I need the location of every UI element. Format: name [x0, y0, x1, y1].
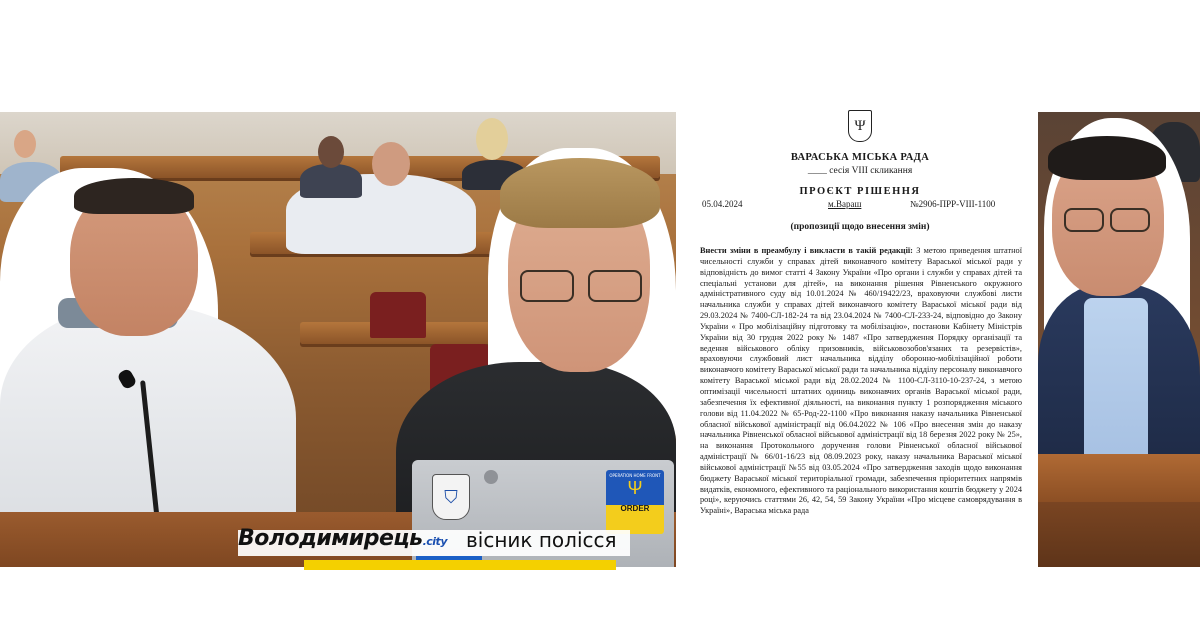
attendee-head	[14, 130, 36, 158]
session-line: ____ сесія VIII скликання	[807, 166, 913, 176]
official-glasses-left	[1064, 208, 1104, 232]
sticker-title: OPERATION HOME FRONT	[609, 473, 661, 478]
desk-front	[1038, 502, 1200, 567]
flag-bar-yellow	[304, 560, 616, 570]
document-number: №2906-ПРР-VIII-1100	[910, 199, 996, 209]
document-date: 05.04.2024	[702, 199, 743, 209]
laptop-logo-icon	[484, 470, 498, 484]
attendee	[300, 164, 362, 198]
official-photo	[1038, 112, 1200, 567]
document-city: м.Вараш	[828, 199, 862, 209]
document-body	[700, 246, 1022, 517]
council-name: ВАРАСЬКА МІСЬКА РАДА	[790, 152, 930, 163]
sticker-text: ORDER	[620, 504, 650, 513]
attendee-head	[372, 142, 410, 186]
official-shirt	[1084, 298, 1148, 468]
trident-emblem-icon: Ψ	[848, 110, 872, 142]
newspaper-name: вісник полісся	[466, 528, 617, 552]
city-brand-logo: Володимирець.city	[238, 526, 447, 551]
speaker-right-hair	[500, 158, 660, 228]
city-brand-suffix: city	[426, 535, 447, 548]
media-watermark	[238, 522, 630, 568]
document-title: ПРОЄКТ РІШЕННЯ	[799, 186, 921, 197]
document-body-text: З метою приведення штатної чисельності служби у справах дітей виконавчого комітету Вараської міської ради у відповідність до вимог статті 4 Закону України «Про органи і служби у справах дітей та спеціальні установи для дітей», на виконання рішення Рівненського окружного адміністративного суду від 10.01.2024 № 460/19422/23, враховуючи службові листи начальника служби у справах дітей виконавчого комітету Вараської міської ради від 29.03.2024 № 7400-СЛ-182-24 та від 23.04.2024 № 7400-СЛ-233-24, відповідно до Закону України « Про мобілізаційну підготовку та мобілізацію», постанови Кабінету Міністрів України від 30 грудня 2022 року № 1487 «Про затвердження Порядку організації та ведення військового обліку призовників, військовозобов'язаних та резервістів», враховуючи службовий лист начальника відділу оборонно-мобілізаційної роботи виконавчого комітету Вараської міської ради та начальника відділу персоналу виконавчого комітету Вараської міської ради від 28.02.2024 № 1100-СЛ-3110-10-237-24, з метою оптимізації чисельності штатних одиниць виконавчих органів Вараської міської ради, забезпечення їх ефективної діяльності, на виконання пункту 1 розпорядження міського голови від 11.04.2022 № 65-Род-22-1100 «Про виконання наказу начальника Рівненської обласної військової адміністрації від 06.04.2022 № 106 «Про внесення змін до наказу начальника Рівненської обласної військової адміністрації від 18 березня 2022 року № 25», на виконання Протокольного доручення голови Рівненської обласної військової адміністрації № 66/01-16/23 від 08.09.2023 року, наказу начальника Вараської міської військової адміністрації №55 від 03.05.2024 «Про затвердження заходів щодо виконання бюджету Вараської міської територіальної громади, забезпечення пріоритетних напрямів видатків, економного, ефективного та раціонального використання коштів бюджету у 2024 році», керуючись статтями 26, 42, 54, 59 Закону України «Про місцеве самоврядування в Україні», Вараська міська рада	[700, 246, 1022, 516]
glasses-left-lens	[520, 270, 574, 302]
city-brand-name: Володимирець	[238, 526, 423, 551]
trident-icon: Ψ	[627, 478, 643, 498]
official-hair	[1048, 136, 1166, 180]
speaker-left-hair	[74, 178, 194, 214]
document-subject: (пропозиції щодо внесення змін)	[790, 222, 930, 232]
attendee-head	[476, 118, 508, 160]
council-hall-photo-collage	[0, 112, 676, 567]
red-chair	[370, 292, 426, 338]
desk-top	[1038, 454, 1200, 502]
official-glasses-right	[1110, 208, 1150, 232]
draft-decision-document	[688, 96, 1032, 570]
attendee-head	[318, 136, 344, 168]
document-lead: Внести зміни в преамбулу і викласти в такій редакції:	[700, 246, 913, 255]
glasses-right-lens	[588, 270, 642, 302]
city-emblem-sticker-icon: ⛉	[432, 474, 470, 520]
